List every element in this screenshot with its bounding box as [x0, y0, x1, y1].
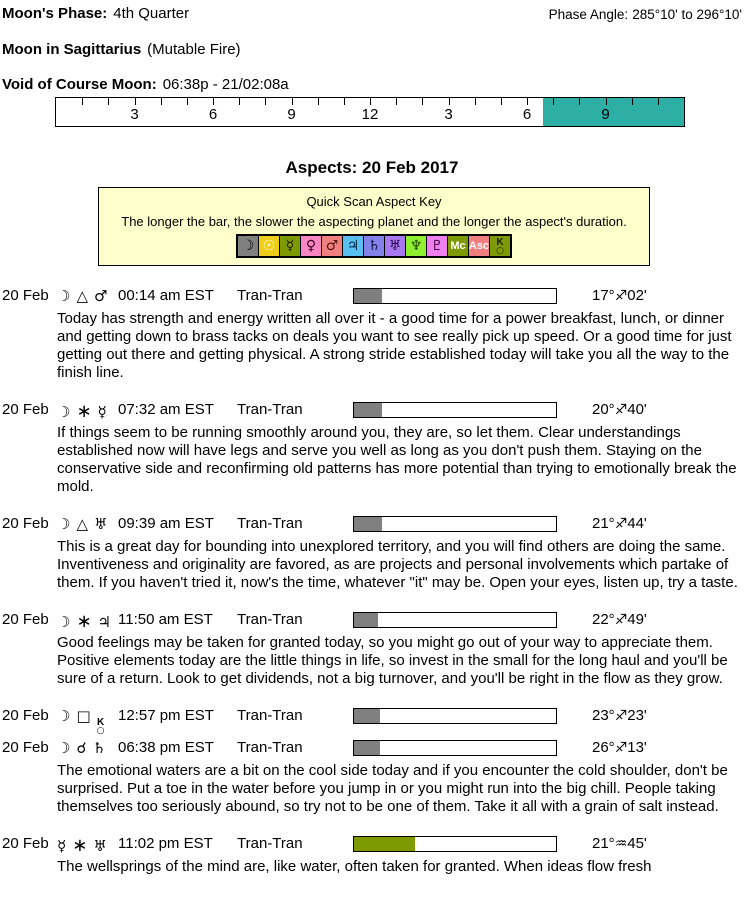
- trine-icon: △: [76, 287, 88, 305]
- trine-icon: △: [76, 515, 88, 533]
- ascendant-icon: Asc: [469, 236, 490, 256]
- ruler-label: 3: [130, 106, 139, 123]
- ruler-tick: [82, 98, 83, 105]
- aspect-description: Today has strength and energy written all over it - a good time for a power breakfast, lunch, or dinner and getting down to brass tacks on deals you want to see really pick up speed. Or a good time for just getting out there and getting physical. A strong stride established today will take you all the way to the finish line.: [57, 310, 732, 381]
- square-icon: □: [76, 707, 91, 725]
- venus-icon: ♀: [301, 236, 322, 256]
- pluto-icon: ♇: [427, 236, 448, 256]
- aspect-time: 06:38 pm EST: [118, 739, 214, 756]
- chiron-glyph: K ○: [96, 717, 105, 736]
- ruler-tick: [344, 98, 345, 105]
- page-title: Aspects: 20 Feb 2017: [285, 158, 459, 177]
- sextile-icon: ∗: [76, 401, 92, 422]
- aspect-row: [0, 739, 744, 816]
- ruler-label: 6: [522, 106, 532, 123]
- aspect-date: 20 Feb: [2, 401, 49, 418]
- aspect-row: [0, 287, 744, 382]
- moon-glyph: ☽: [57, 287, 71, 305]
- aspect-type: Tran-Tran: [237, 611, 303, 628]
- aspect-degree: 21°♐44': [592, 515, 647, 532]
- sextile-icon: ∗: [76, 611, 92, 632]
- moon-sign-value: (Mutable Fire): [147, 41, 241, 58]
- duration-bar: [353, 612, 557, 628]
- aspect-time: 12:57 pm EST: [118, 707, 214, 724]
- aspect-row: [0, 611, 744, 688]
- moon-glyph: ☽: [57, 515, 71, 533]
- duration-bar: [353, 402, 557, 418]
- uranus-icon: ♅: [385, 236, 406, 256]
- aspect-key-box: [98, 187, 650, 266]
- ruler-tick: [632, 98, 633, 105]
- moon-icon: ☽: [238, 236, 259, 256]
- sagittarius-icon: ♐: [614, 740, 628, 756]
- aquarius-icon: ♒: [614, 836, 628, 852]
- ruler-tick: [475, 98, 476, 105]
- aspect-description: The emotional waters are a bit on the cool side today and if you encounter the cold shoulder, don't be surprised. Put a toe in the water before you jump in or you might run into the big chill. People taking themselves too seriously abound, so try not to be one of them. Take it all with a grain of salt instead.: [57, 762, 728, 815]
- aspect-description: Good feelings may be taken for granted today, so you might go out of your way to appreciate them. Positive elements today are the little things in life, so invest in the small for the long haul and you'll be sure of a return. Look to get dividends, not a big turnover, and you'll be right in the flow as they grow.: [57, 634, 728, 687]
- ruler-tick: [527, 98, 528, 105]
- voc-ruler: [55, 97, 685, 127]
- ruler-tick: [396, 98, 397, 105]
- duration-bar: [353, 708, 557, 724]
- midheaven-icon: Mc: [448, 236, 469, 256]
- aspect-row: [0, 707, 744, 736]
- saturn-icon: ♄: [364, 236, 385, 256]
- ruler-tick: [606, 98, 607, 105]
- voc-ruler-fill: [543, 98, 684, 126]
- aspect-degree: 17°♐02': [592, 287, 647, 304]
- duration-bar-fill: [354, 403, 382, 417]
- ruler-tick: [449, 98, 450, 105]
- moon-glyph: ☽: [57, 739, 71, 757]
- aspect-date: 20 Feb: [2, 739, 49, 756]
- chiron-icon: K ○: [490, 236, 510, 256]
- aspect-degree: 20°♐40': [592, 401, 647, 418]
- aspect-degree: 21°♒45': [592, 835, 647, 852]
- uranus-glyph: ♅: [93, 837, 107, 855]
- moon-glyph: ☽: [57, 613, 71, 631]
- duration-bar: [353, 740, 557, 756]
- aspect-type: Tran-Tran: [237, 835, 303, 852]
- ruler-tick: [265, 98, 266, 105]
- voc-line: [2, 76, 742, 94]
- aspect-description: The wellsprings of the mind are, like water, often taken for granted. When ideas flow fresh: [57, 858, 652, 875]
- moon-glyph: ☽: [57, 707, 71, 725]
- uranus-glyph: ♅: [94, 515, 108, 533]
- ruler-label: 6: [208, 106, 218, 123]
- moon-glyph: ☽: [57, 403, 71, 421]
- jupiter-icon: ♃: [343, 236, 364, 256]
- mars-icon: ♂: [322, 236, 343, 256]
- phase-angle-value: 285°10' to 296°10': [632, 7, 742, 22]
- ruler-label: 9: [287, 106, 296, 123]
- moon-sign-line: [2, 41, 742, 59]
- aspect-date: 20 Feb: [2, 515, 49, 532]
- aspect-time: 09:39 am EST: [118, 515, 214, 532]
- mercury-glyph: ☿: [57, 837, 67, 855]
- aspect-date: 20 Feb: [2, 835, 49, 852]
- ruler-tick: [213, 98, 214, 105]
- aspect-type: Tran-Tran: [237, 739, 303, 756]
- saturn-glyph: ♄: [92, 739, 106, 757]
- aspect-time: 11:02 pm EST: [118, 835, 213, 852]
- mercury-icon: ☿: [280, 236, 301, 256]
- duration-bar-fill: [354, 613, 378, 627]
- conjunction-icon: ☌: [76, 739, 87, 757]
- ruler-tick: [658, 98, 659, 105]
- moon-phase-line: [2, 0, 742, 23]
- aspect-row: [0, 401, 744, 496]
- aspect-time: 11:50 am EST: [118, 611, 213, 628]
- aspect-type: Tran-Tran: [237, 707, 303, 724]
- aspect-degree: 26°♐13': [592, 739, 647, 756]
- sagittarius-icon: ♐: [614, 288, 628, 304]
- duration-bar-fill: [354, 517, 382, 531]
- ruler-label: 12: [361, 106, 379, 123]
- ruler-tick: [108, 98, 109, 105]
- aspect-date: 20 Feb: [2, 707, 49, 724]
- sagittarius-icon: ♐: [614, 612, 628, 628]
- aspect-time: 07:32 am EST: [118, 401, 214, 418]
- aspect-degree: 22°♐49': [592, 611, 647, 628]
- moon-sign-label: Moon in Sagittarius: [2, 41, 142, 58]
- aspect-row: [0, 835, 744, 876]
- aspect-time: 00:14 am EST: [118, 287, 214, 304]
- ruler-label: 3: [444, 106, 453, 123]
- sagittarius-icon: ♐: [614, 402, 628, 418]
- duration-bar: [353, 516, 557, 532]
- aspect-list: [0, 287, 744, 876]
- ruler-tick: [501, 98, 502, 105]
- moon-phase-label: Moon's Phase:: [2, 5, 108, 22]
- aspect-row: [0, 515, 744, 592]
- planet-key-strip: [236, 234, 512, 258]
- ruler-tick: [135, 98, 136, 105]
- neptune-icon: ♆: [406, 236, 427, 256]
- ruler-tick: [422, 98, 423, 105]
- mars-glyph: ♂: [94, 287, 108, 305]
- duration-bar-fill: [354, 289, 382, 303]
- ruler-tick: [292, 98, 293, 105]
- ruler-tick: [318, 98, 319, 105]
- voc-value: 06:38p - 21/02:08a: [162, 76, 289, 93]
- moon-phase-value: 4th Quarter: [113, 5, 190, 22]
- phase-angle: [549, 6, 742, 24]
- aspect-description: If things seem to be running smoothly around you, they are, so let them. Clear understandings established now will have legs and serve you well as long as you don't push them. Staying on the conservative side and reconfirming old patterns has more potential than trying to emotionally break the mold.: [57, 424, 737, 495]
- ruler-tick: [239, 98, 240, 105]
- ruler-tick: [187, 98, 188, 105]
- ruler-tick: [553, 98, 554, 105]
- aspect-type: Tran-Tran: [237, 401, 303, 418]
- ruler-tick: [161, 98, 162, 105]
- aspect-date: 20 Feb: [2, 611, 49, 628]
- aspect-description: This is a great day for bounding into unexplored territory, and you will find others are doing the same. Inventiveness and originality are favored, as are projects and personal involvements which partake of them. If you haven't tried it, now's the time, whatever "it" may be. Open your eyes, listen up, try a taste.: [57, 538, 738, 591]
- aspect-key-subtitle: The longer the bar, the slower the aspecting planet and the longer the aspect's duration.: [121, 214, 627, 229]
- mercury-glyph: ☿: [97, 403, 107, 421]
- sextile-icon: ∗: [72, 835, 88, 856]
- aspect-type: Tran-Tran: [237, 515, 303, 532]
- jupiter-glyph: ♃: [97, 613, 111, 631]
- duration-bar-fill: [354, 741, 380, 755]
- sagittarius-icon: ♐: [614, 708, 628, 724]
- sagittarius-icon: ♐: [614, 516, 628, 532]
- aspect-date: 20 Feb: [2, 287, 49, 304]
- duration-bar-fill: [354, 837, 415, 851]
- ruler-tick: [579, 98, 580, 105]
- aspect-type: Tran-Tran: [237, 287, 303, 304]
- aspect-degree: 23°♐23': [592, 707, 647, 724]
- aspect-key-title: Quick Scan Aspect Key: [306, 194, 442, 209]
- duration-bar: [353, 836, 557, 852]
- ruler-tick: [370, 98, 371, 105]
- voc-label: Void of Course Moon:: [2, 76, 157, 93]
- ruler-label: 9: [601, 106, 610, 123]
- duration-bar: [353, 288, 557, 304]
- duration-bar-fill: [354, 709, 380, 723]
- phase-angle-label: Phase Angle:: [548, 7, 629, 22]
- sun-icon: ☉: [259, 236, 280, 256]
